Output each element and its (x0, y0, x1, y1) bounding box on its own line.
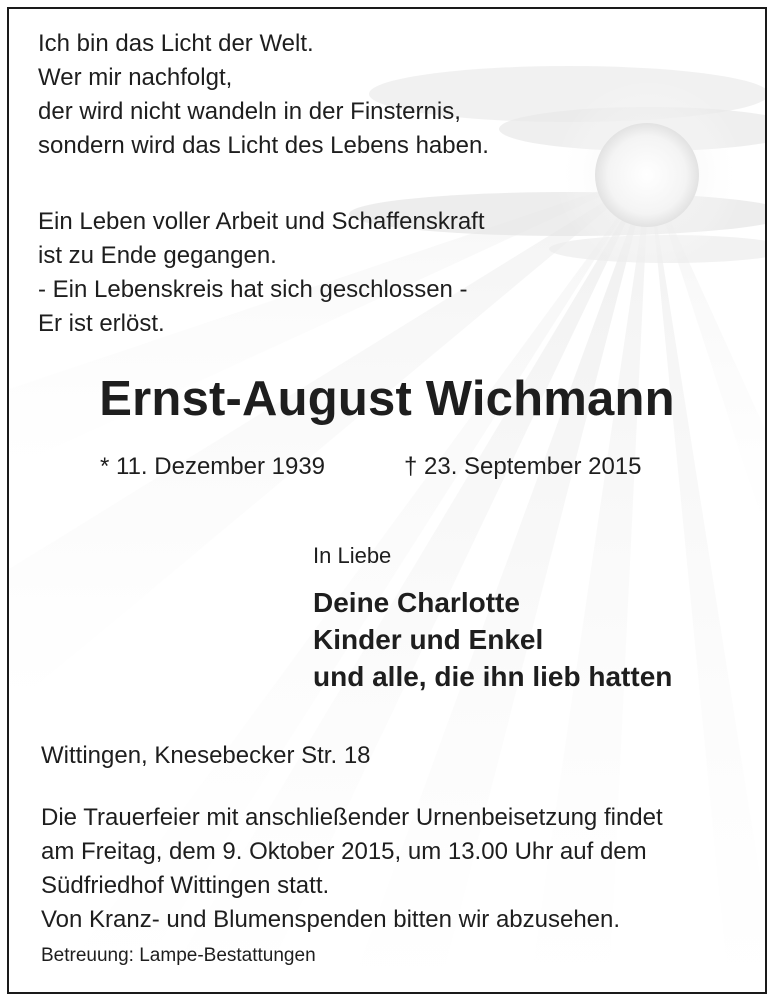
verse-line: sondern wird das Licht des Lebens haben. (38, 132, 489, 159)
funeral-service-info (41, 801, 663, 937)
obituary-notice (7, 7, 767, 994)
service-line: am Freitag, dem 9. Oktober 2015, um 13.00 Uhr auf dem (41, 838, 647, 865)
deceased-name: Ernst-August Wichmann (99, 372, 675, 426)
service-line: Südfriedhof Wittingen statt. (41, 872, 330, 899)
service-line: Von Kranz- und Blumenspenden bitten wir abzusehen. (41, 906, 621, 933)
in-love-label: In Liebe (313, 543, 392, 568)
birth-date: * 11. Dezember 1939 (100, 453, 326, 480)
funeral-home-credit: Betreuung: Lampe-Bestattungen (41, 945, 316, 966)
closing-words (38, 205, 485, 341)
death-date: † 23. September 2015 (404, 453, 642, 480)
mourner-line: und alle, die ihn lieb hatten (313, 661, 673, 692)
closing-line: - Ein Lebenskreis hat sich geschlossen - (38, 276, 468, 303)
service-line: Die Trauerfeier mit anschließender Urnenbeisetzung findet (41, 804, 663, 831)
bible-verse (38, 27, 489, 163)
address: Wittingen, Knesebecker Str. 18 (41, 742, 371, 769)
mourner-line: Kinder und Enkel (313, 624, 544, 655)
mourners-list (313, 584, 672, 695)
verse-line: Wer mir nachfolgt, (38, 64, 233, 91)
verse-line: der wird nicht wandeln in der Finsternis, (38, 98, 461, 125)
closing-line: Ein Leben voller Arbeit und Schaffenskraft (38, 208, 485, 235)
closing-line: ist zu Ende gegangen. (38, 242, 277, 269)
sun-icon (595, 123, 699, 227)
verse-line: Ich bin das Licht der Welt. (38, 30, 314, 57)
mourner-line: Deine Charlotte (313, 587, 520, 618)
closing-line: Er ist erlöst. (38, 310, 165, 337)
